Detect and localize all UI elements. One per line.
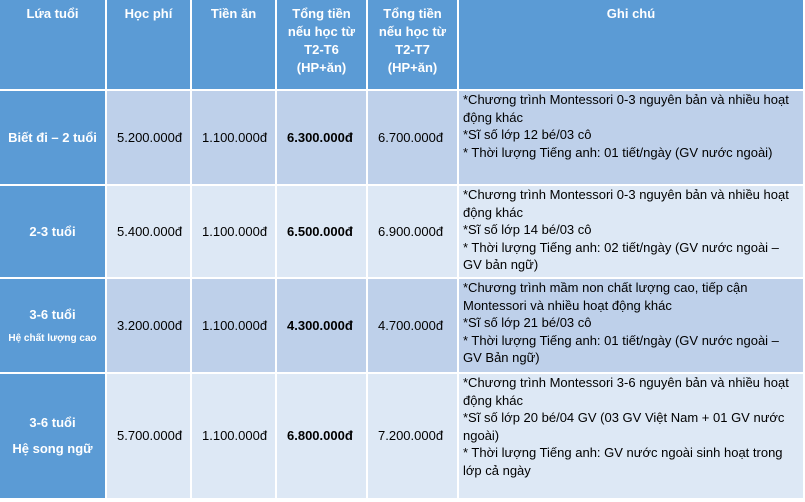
note-line: * Thời lượng Tiếng anh: 01 tiết/ngày (GV nước ngoài – GV Bản ngữ) <box>463 332 779 366</box>
age-program-label: Hệ song ngữ <box>12 441 93 456</box>
tuition-cell: 5.200.000đ <box>107 91 190 184</box>
total-t2-t6-cell: 4.300.000đ <box>277 279 366 372</box>
note-line: *Sĩ số lớp 12 bé/03 cô <box>463 127 592 143</box>
age-cell <box>0 279 105 372</box>
note-line: *Sĩ số lớp 14 bé/03 cô <box>463 222 592 238</box>
note-line: *Chương trình mầm non chất lượng cao, tiếp cận Montessori và nhiều hoạt động khác <box>463 280 748 313</box>
header-tuition: Học phí <box>107 0 190 89</box>
total-t2-t7-cell: 7.200.000đ <box>368 374 457 498</box>
header-meal: Tiền ăn <box>192 0 275 89</box>
meal-cell: 1.100.000đ <box>192 186 275 277</box>
tuition-cell: 3.200.000đ <box>107 279 190 372</box>
age-label: 3-6 tuổi <box>29 415 76 430</box>
notes-cell <box>459 186 803 277</box>
header-notes: Ghi chú <box>459 0 803 89</box>
notes-cell <box>459 91 803 184</box>
meal-cell: 1.100.000đ <box>192 374 275 498</box>
age-label: Biết đi – 2 tuổi <box>8 129 97 145</box>
table-row <box>0 279 803 372</box>
meal-cell: 1.100.000đ <box>192 91 275 184</box>
total-t2-t7-cell: 6.700.000đ <box>368 91 457 184</box>
total-t2-t6-cell: 6.500.000đ <box>277 186 366 277</box>
age-cell <box>0 91 105 184</box>
age-program-label: Hệ chất lượng cao <box>8 332 97 344</box>
age-cell <box>0 186 105 277</box>
total-t2-t6-cell: 6.800.000đ <box>277 374 366 498</box>
age-label: 3-6 tuổi <box>29 306 76 322</box>
age-cell <box>0 374 105 498</box>
total-t2-t7-cell: 4.700.000đ <box>368 279 457 372</box>
note-line: *Sĩ số lớp 21 bé/03 cô <box>463 315 592 331</box>
table-row <box>0 374 803 498</box>
table-body <box>0 91 803 498</box>
notes-cell <box>459 279 803 372</box>
notes-cell <box>459 374 803 498</box>
note-line: *Chương trình Montessori 3-6 nguyên bản và nhiều hoạt động khác <box>463 375 789 408</box>
note-line: * Thời lượng Tiếng anh: 01 tiết/ngày (GV nước ngoài) <box>463 144 773 160</box>
header-total-t2-t7: Tổng tiền nếu học từ T2-T7 (HP+ăn) <box>368 0 457 89</box>
tuition-cell: 5.700.000đ <box>107 374 190 498</box>
note-line: *Chương trình Montessori 0-3 nguyên bản và nhiều hoạt động khác <box>463 92 789 125</box>
header-row <box>0 0 803 89</box>
table-row <box>0 186 803 277</box>
note-line: *Sĩ số lớp 20 bé/04 GV (03 GV Việt Nam + 01 GV nước ngoài) <box>463 410 785 443</box>
note-line: *Chương trình Montessori 0-3 nguyên bản và nhiều hoạt động khác <box>463 187 789 220</box>
table-row <box>0 91 803 184</box>
age-label: 2-3 tuổi <box>29 223 76 239</box>
table-header <box>0 0 803 89</box>
header-total-t2-t6: Tổng tiền nếu học từ T2-T6 (HP+ăn) <box>277 0 366 89</box>
tuition-cell: 5.400.000đ <box>107 186 190 277</box>
header-age: Lứa tuổi <box>0 0 105 89</box>
note-line: * Thời lượng Tiếng anh: GV nước ngoài sinh hoạt trong lớp cả ngày <box>463 445 783 478</box>
note-line: * Thời lượng Tiếng anh: 02 tiết/ngày (GV nước ngoài – GV bản ngữ) <box>463 239 779 273</box>
total-t2-t7-cell: 6.900.000đ <box>368 186 457 277</box>
meal-cell: 1.100.000đ <box>192 279 275 372</box>
total-t2-t6-cell: 6.300.000đ <box>277 91 366 184</box>
